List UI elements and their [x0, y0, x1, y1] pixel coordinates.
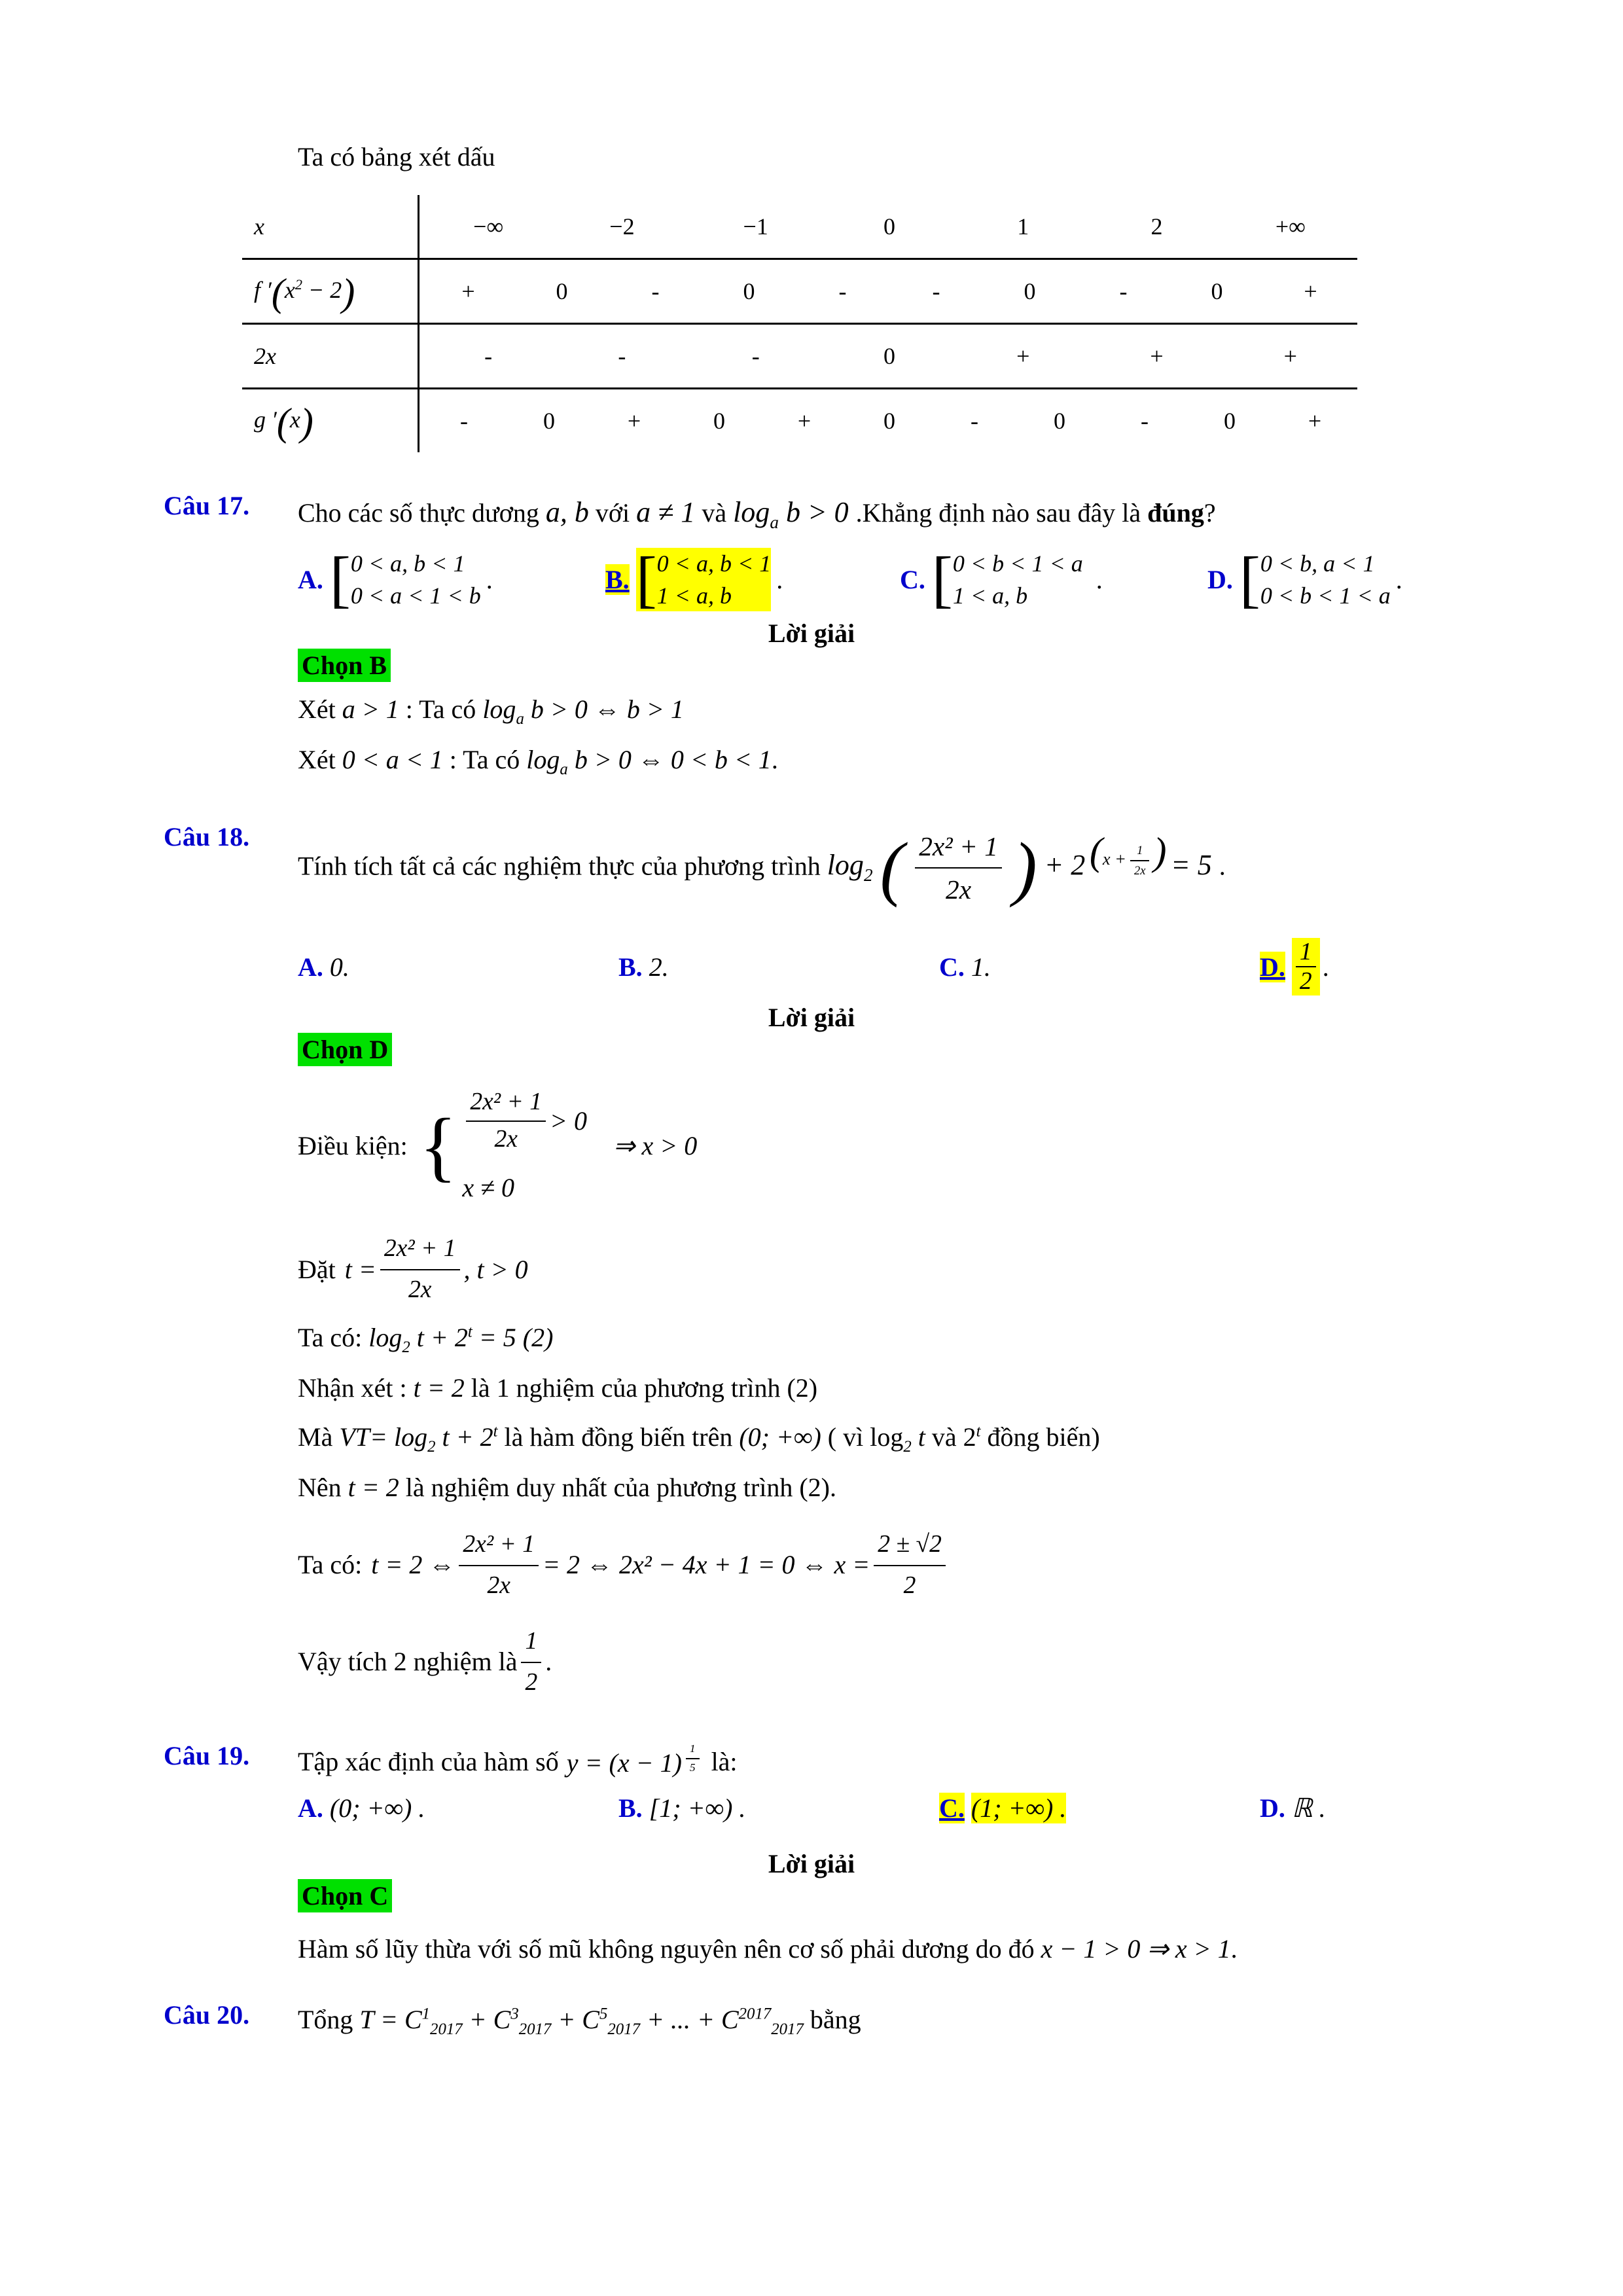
question-20 [164, 2000, 1459, 2042]
question-18-line-nhanxet: Nhận xét : t = 2 là 1 nghiệm của phương trình (2) [298, 1373, 818, 1403]
table-row-gprime [242, 389, 1357, 453]
answer-value-b: [1; +∞) . [649, 1793, 746, 1823]
answer-value-d: $\frac{1}{2}$ [1292, 938, 1320, 996]
question-18-equation: $\log_2$ ( $\frac{\text{2x² + 1}}{2x}$ ) + 2 $^{(x + \frac{1}{2x} )}$ = 5 [827, 849, 1219, 881]
gprime-sign-cells: - 0 + 0 + 0 - 0 - 0 + [460, 408, 1322, 434]
answer-label-b: B. [605, 565, 630, 595]
question-18 [164, 821, 1459, 1703]
question-18-line-ma: Mà $VT= \log_2 t + 2^t$ là hàm đồng biến trên (0; +∞) ( vì $\log_2 t$ và 2$^t$ đồng biến) [298, 1422, 1100, 1456]
question-17-number: Câu 17. [164, 491, 250, 520]
question-18-answers [298, 938, 1459, 996]
intro-text: Ta có bảng xét dấu [298, 142, 495, 171]
twox-sign-cells: - - - 0 + + + [421, 324, 1357, 389]
answer-option-d[interactable] [1260, 1793, 1326, 1823]
question-18-line-tac o-2: Ta có: t = 2 ⇔ $\frac{\text{2x² + 1}}{2x}$ = 2 ⇔ 2x² − 4x + 1 = 0 ⇔ x = $\frac{2 \pm √2}{2}$ [298, 1525, 1459, 1606]
question-20-stem: Tổng $T = C^1_{2017} + C^3_{2017} + C^5_{2017}$ + ... + $C^{2017}_{2017}$ bằng [298, 2005, 861, 2039]
answer-label-a: A. [298, 952, 323, 982]
answer-value-c: [ 0 < b < 1 < a 1 < a, b [931, 544, 1083, 615]
table-row-2x [242, 324, 1357, 389]
question-19-chosen-answer: Chọn C [298, 1879, 392, 1912]
answer-value-d: [ 0 < b, a < 1 0 < b < 1 < a [1239, 544, 1391, 615]
answer-value-b: 2. [649, 952, 669, 982]
question-18-line-tac o: Ta có: $\log_2 t + 2^t = 5$ (2) [298, 1323, 554, 1357]
question-17-solution-line-2: Xét 0 < a < 1 : Ta có $\log_a b > 0$ ⇔ 0 < b < 1. [298, 745, 778, 779]
answer-value-a: (0; +∞) . [329, 1793, 425, 1823]
question-17-solution-line-1: Xét a > 1 : Ta có $\log_a b > 0$ ⇔ b > 1 [298, 694, 684, 728]
question-18-condition: Điều kiện: { $\frac{\text{2x² + 1}}{2x}$ > 0 x ≠ 0 ⇒ x > 0 [298, 1085, 1459, 1207]
question-20-expression: $T = C^1_{2017} + C^3_{2017} + C^5_{2017}$ + ... + $C^{2017}_{2017}$ [359, 2005, 804, 2039]
question-17-stem: Cho các số thực dương a, b với a ≠ 1 và $\log_a b > 0$ .Khẳng định nào sau đây là đúng? [298, 496, 1216, 532]
answer-value-c: 1. [971, 952, 991, 982]
answer-option-a[interactable] [298, 1793, 618, 1823]
question-18-chosen-answer: Chọn D [298, 1033, 392, 1066]
question-20-number: Câu 20. [164, 2000, 250, 2030]
answer-label-b: B. [618, 952, 643, 982]
question-17-solution-heading: Lời giải [768, 619, 855, 649]
question-19-function: y = (x − 1) $^{\frac{1}{5}}$ [567, 1740, 704, 1784]
answer-option-c[interactable] [939, 1793, 1260, 1823]
answer-value-d: ℝ . [1291, 1793, 1326, 1823]
answer-option-d[interactable]: D. $\frac{1}{2}$ . [1260, 939, 1329, 996]
question-19 [164, 1740, 1459, 1971]
question-18-solution-heading: Lời giải [768, 1003, 855, 1033]
question-19-solution-line: Hàm số lũy thừa với số mũ không nguyên nên cơ số phải dương do đó x − 1 > 0 ⇒ x > 1. [298, 1934, 1238, 1964]
answer-option-a[interactable]: A. [ 0 < a, b < 1 0 < a < 1 < b . [298, 544, 493, 615]
question-17-answers [298, 544, 1459, 615]
answer-option-c[interactable]: C. [ 0 < b < 1 < a 1 < a, b . [900, 544, 1103, 615]
answer-option-b[interactable] [618, 938, 939, 996]
question-18-line-nen: Nên t = 2 là nghiệm duy nhất của phương trình (2). [298, 1473, 836, 1503]
question-18-number: Câu 18. [164, 821, 250, 852]
row-label-gprime: g ′(x) [254, 400, 313, 444]
answer-option-c[interactable] [939, 938, 1260, 996]
row-label-x: x [242, 195, 419, 259]
question-18-stem: Tính tích tất cả các nghiệm thực của phương trình $\log_2$ ( $\frac{\text{2x² + 1}}{2x}$ ) + 2 $^{(x + \frac{1}{2x} )}$ = 5 . [298, 821, 1459, 911]
answer-label-d: D. [1207, 565, 1233, 595]
answer-option-b[interactable] [618, 1793, 939, 1823]
sign-table [242, 195, 1459, 452]
answer-label-d: D. [1260, 1793, 1285, 1823]
answer-value-a: [ 0 < a, b < 1 0 < a < 1 < b [329, 544, 481, 615]
answer-option-b[interactable]: B. [ 0 < a, b < 1 1 < a, b . [605, 544, 783, 615]
answer-label-c: C. [939, 1793, 965, 1823]
answer-label-b: B. [618, 1793, 643, 1823]
question-17-chosen-answer: Chọn B [298, 649, 391, 682]
row-label-2x: 2x [242, 324, 419, 389]
answer-value-b: [ 0 < a, b < 1 1 < a, b [635, 544, 772, 615]
row-label-fprime: f $'(x^2 - 2)$ [242, 259, 419, 324]
question-19-answers [298, 1793, 1459, 1823]
question-19-solution-heading: Lời giải [768, 1849, 855, 1879]
table-row-x [242, 195, 1357, 259]
answer-value-a: 0. [329, 952, 349, 982]
question-18-substitution: Đặt t = $\frac{\text{2x² + 1}}{2x}$ , t > 0 [298, 1229, 1459, 1310]
answer-value-c: (1; +∞) . [971, 1793, 1067, 1823]
question-19-stem: Tập xác định của hàm số y = (x − 1) $^{\frac{1}{5}}$ là: [298, 1740, 1459, 1784]
answer-label-c: C. [900, 565, 925, 595]
answer-option-d[interactable]: D. [ 0 < b, a < 1 0 < b < 1 < a . [1207, 544, 1402, 615]
fprime-sign-cells: + 0 - 0 - - 0 - 0 + [421, 259, 1357, 324]
stem-vars: a, b [545, 496, 589, 528]
answer-label-c: C. [939, 952, 965, 982]
table-row-fprime [242, 259, 1357, 324]
answer-label-a: A. [298, 1793, 323, 1823]
answer-label-a: A. [298, 565, 323, 595]
question-18-conclusion: Vậy tích 2 nghiệm là $\frac{1}{2}$ . [298, 1622, 1459, 1703]
answer-option-a[interactable] [298, 938, 618, 996]
answer-label-d: D. [1260, 952, 1285, 982]
question-17 [164, 490, 1459, 783]
x-values-cells: −∞ −2 −1 0 1 2 +∞ [421, 195, 1357, 259]
question-19-number: Câu 19. [164, 1741, 250, 1771]
